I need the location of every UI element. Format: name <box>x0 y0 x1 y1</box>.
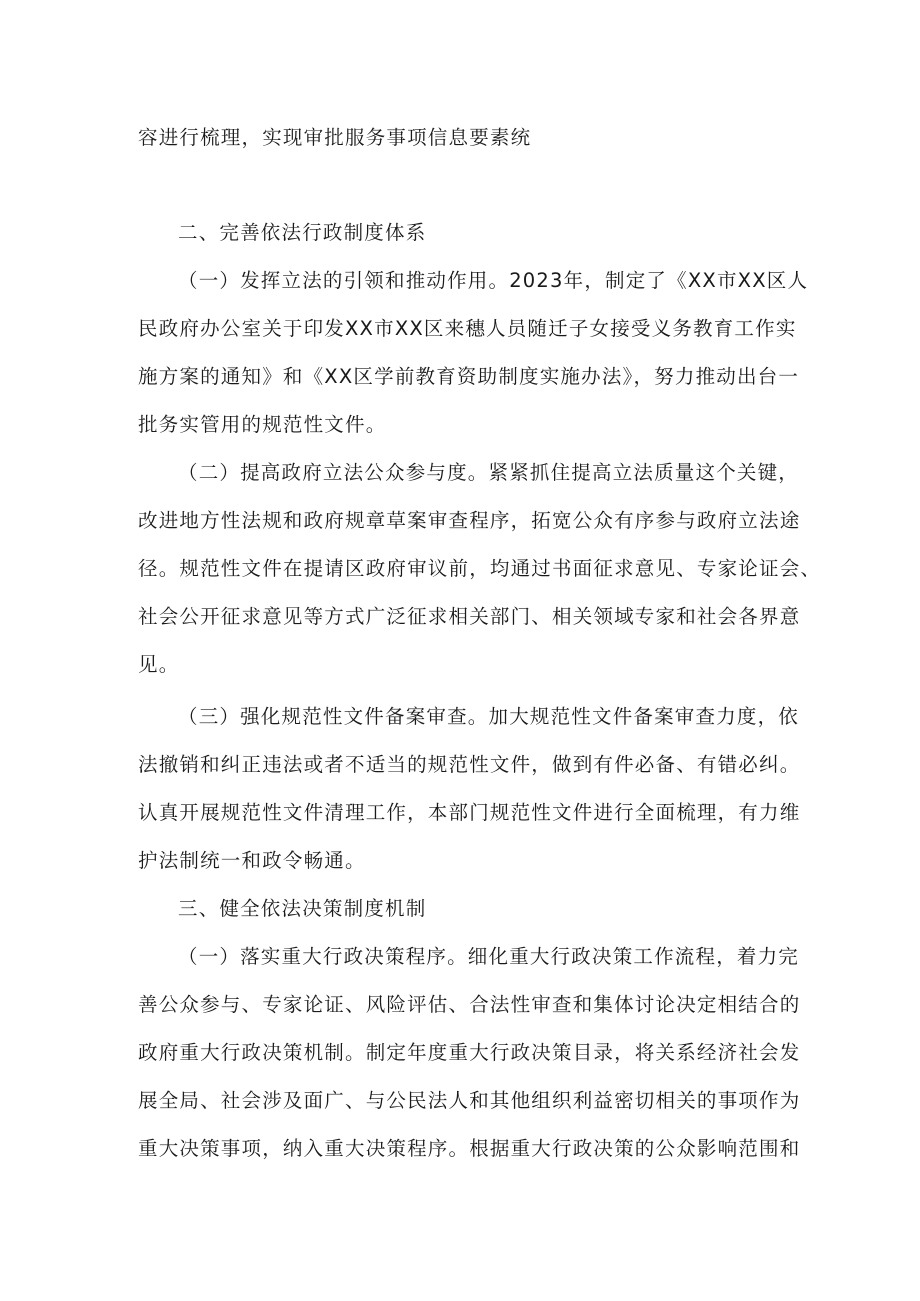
paragraph-line: 社会公开征求意见等方式广泛征求相关部门、相关领域专家和社会各界意 <box>138 605 801 628</box>
paragraph-line: 政府重大行政决策机制。制定年度重大行政决策目录，将关系经济社会发 <box>138 1041 801 1064</box>
paragraph-line: 认真开展规范性文件清理工作，本部门规范性文件进行全面梳理，有力维 <box>138 801 801 824</box>
paragraph-line: 重大决策事项，纳入重大决策程序。根据重大行政决策的公众影响范围和 <box>138 1137 801 1160</box>
paragraph-line: 施方案的通知》和《XX区学前教育资助制度实施办法》，努力推动出台一 <box>138 365 800 388</box>
paragraph-line: 护法制统一和政令畅通。 <box>138 849 366 872</box>
paragraph-line: （二）提高政府立法公众参与度。紧紧抓住提高立法质量这个关键， <box>178 461 800 484</box>
paragraph-line: 径。规范性文件在提请区政府审议前，均通过书面征求意见、专家论证会、 <box>138 557 822 580</box>
paragraph-line: 见。 <box>138 653 180 676</box>
section-heading-2: 二、完善依法行政制度体系 <box>178 221 427 244</box>
paragraph-line: （一）落实重大行政决策程序。细化重大行政决策工作流程，着力完 <box>178 945 800 968</box>
paragraph-line: 民政府办公室关于印发XX市XX区来穗人员随迁子女接受义务教育工作实 <box>138 317 797 340</box>
paragraph-line: 容进行梳理，实现审批服务事项信息要素统 <box>138 126 532 149</box>
paragraph-line: 改进地方性法规和政府规章草案审查程序，拓宽公众有序参与政府立法途 <box>138 509 801 532</box>
paragraph-line: 法撤销和纠正违法或者不适当的规范性文件，做到有件必备、有错必纠。 <box>138 753 801 776</box>
section-heading-3: 三、健全依法决策制度机制 <box>178 897 427 920</box>
paragraph-line: （一）发挥立法的引领和推动作用。2023年，制定了《XX市XX区人 <box>178 269 809 292</box>
paragraph-line: 批务实管用的规范性文件。 <box>138 413 387 436</box>
paragraph-line: 善公众参与、专家论证、风险评估、合法性审查和集体讨论决定相结合的 <box>138 993 801 1016</box>
paragraph-line: 展全局、社会涉及面广、与公民法人和其他组织利益密切相关的事项作为 <box>138 1089 801 1112</box>
paragraph-line: （三）强化规范性文件备案审查。加大规范性文件备案审查力度，依 <box>178 705 800 728</box>
